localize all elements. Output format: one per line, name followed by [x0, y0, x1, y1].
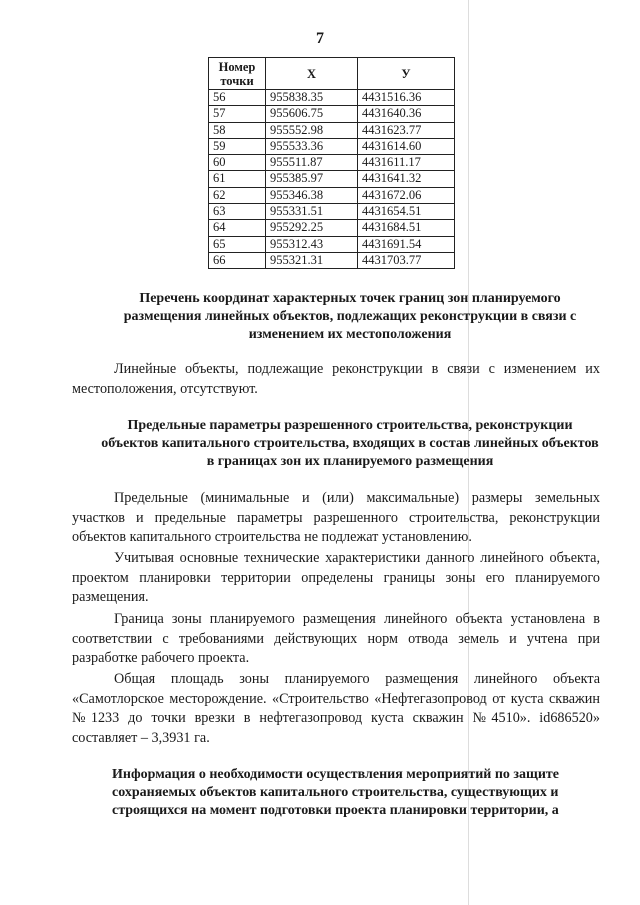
cell-y: 4431691.54 — [358, 236, 455, 252]
cell-x: 955511.87 — [266, 155, 358, 171]
cell-point-number: 63 — [209, 204, 266, 220]
table-row — [209, 187, 455, 203]
table-header-y: У — [358, 58, 455, 90]
table-row — [209, 90, 455, 106]
cell-y: 4431654.51 — [358, 204, 455, 220]
cell-x: 955331.51 — [266, 204, 358, 220]
cell-point-number: 62 — [209, 187, 266, 203]
paragraph-limit-sizes: Предельные (минимальные и (или) максимальные) размеры земельных участков и предельные параметры разрешенного строительства, реконструкции объектов капитального строительства не подлежат установлению. — [72, 490, 600, 545]
cell-x: 955385.97 — [266, 171, 358, 187]
paragraph-boundary-established: Граница зоны планируемого размещения линейного объекта установлена в соответствии с требованиями действующих норм отвода земель и учтена при разработке рабочего проекта. — [72, 611, 600, 666]
coordinates-table — [208, 57, 455, 269]
cell-point-number: 57 — [209, 106, 266, 122]
cell-y: 4431516.36 — [358, 90, 455, 106]
cell-point-number: 61 — [209, 171, 266, 187]
cell-y: 4431703.77 — [358, 252, 455, 268]
cell-point-number: 60 — [209, 155, 266, 171]
cell-x: 955533.36 — [266, 138, 358, 154]
table-row — [209, 106, 455, 122]
paragraph-total-area: Общая площадь зоны планируемого размещения линейного объекта «Самотлорское месторождение. «Строительство «Нефтегазопровод от куста скважин №1233 до точки врезки в нефтегазопровод куста скважин №4510». id686520» составляет – 3,3931 га. — [72, 671, 600, 746]
cell-y: 4431611.17 — [358, 155, 455, 171]
cell-x: 955606.75 — [266, 106, 358, 122]
cell-x: 955838.35 — [266, 90, 358, 106]
table-row — [209, 236, 455, 252]
cell-point-number: 66 — [209, 252, 266, 268]
section-heading-coordinates: Перечень координат характерных точек границ зон планируемого размещения линейных объектов, подлежащих реконструкции в связи с изменением их местоположения — [123, 291, 577, 342]
table-row — [209, 138, 455, 154]
table-row — [209, 155, 455, 171]
cell-point-number: 58 — [209, 122, 266, 138]
cell-x: 955346.38 — [266, 187, 358, 203]
cell-point-number: 65 — [209, 236, 266, 252]
table-body — [209, 90, 455, 269]
paragraph-zone-boundaries: Учитывая основные технические характеристики данного линейного объекта, проектом планировки территории определены границы зоны его планируемого размещения. — [72, 550, 600, 605]
table-row — [209, 252, 455, 268]
table-row — [209, 171, 455, 187]
page-number: 7 — [316, 30, 324, 47]
cell-x: 955321.31 — [266, 252, 358, 268]
cell-y: 4431623.77 — [358, 122, 455, 138]
table-row — [209, 204, 455, 220]
table-header-x: Х — [266, 58, 358, 90]
cell-point-number: 64 — [209, 220, 266, 236]
cell-point-number: 56 — [209, 90, 266, 106]
paragraph-no-reconstruction: Линейные объекты, подлежащие реконструкции в связи с изменением их местоположения, отсутствуют. — [72, 361, 600, 397]
cell-y: 4431641.32 — [358, 171, 455, 187]
cell-x: 955292.25 — [266, 220, 358, 236]
cell-x: 955552.98 — [266, 122, 358, 138]
table-header-point-number: Номер точки — [209, 58, 266, 90]
section-heading-limit-parameters: Предельные параметры разрешенного строительства, реконструкции объектов капитального строительства, входящих в состав линейных объектов в границах зон их планируемого размещения — [101, 418, 599, 469]
table-row — [209, 220, 455, 236]
cell-y: 4431640.36 — [358, 106, 455, 122]
cell-y: 4431672.06 — [358, 187, 455, 203]
cell-y: 4431614.60 — [358, 138, 455, 154]
table-header-row — [209, 58, 455, 90]
section-heading-protection-measures: Информация о необходимости осуществления мероприятий по защите сохраняемых объектов капитального строительства, существующих и строящихся на момент подготовки проекта планировки территории, а — [112, 767, 560, 818]
cell-point-number: 59 — [209, 138, 266, 154]
cell-y: 4431684.51 — [358, 220, 455, 236]
table-row — [209, 122, 455, 138]
cell-x: 955312.43 — [266, 236, 358, 252]
